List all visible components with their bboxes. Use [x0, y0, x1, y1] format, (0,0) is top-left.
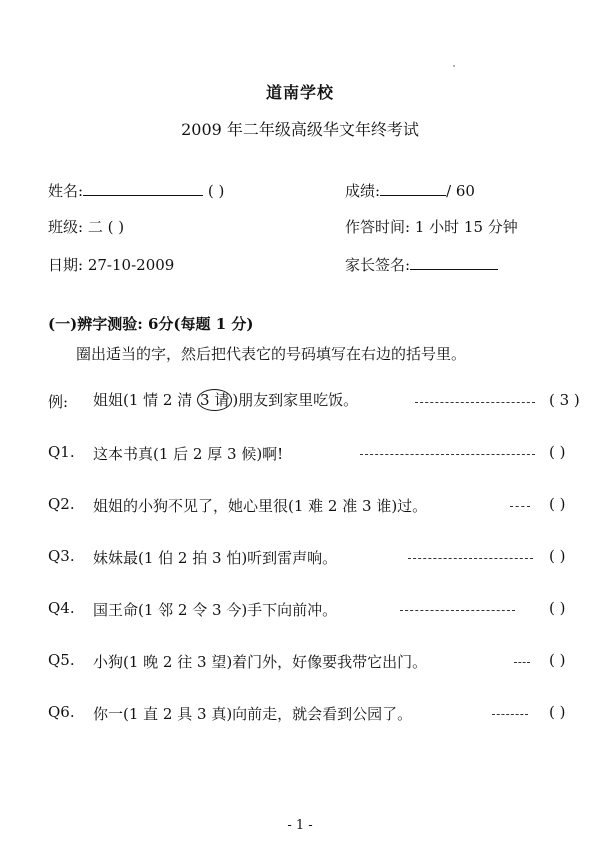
name-row [48, 180, 224, 201]
question-1-text: 这本书真(1 后 2 厚 3 候)啊! [93, 445, 284, 463]
question-2-text: 姐姐的小狗不见了，她心里很(1 难 2 准 3 谁)过。 [93, 497, 428, 515]
question-4-leader-dots [400, 610, 515, 611]
question-5-text: 小狗(1 晚 2 往 3 望)着门外，好像要我带它出门。 [93, 653, 428, 671]
section-instruction: 圈出适当的字，然后把代表它的号码填写在右边的括号里。 [76, 345, 467, 363]
page-number: - 1 - [287, 818, 313, 833]
score-blank[interactable] [380, 181, 446, 196]
parent-signature-blank[interactable] [410, 255, 498, 270]
score-label: 成绩: [345, 182, 381, 200]
school-name: 道南学校 [265, 83, 334, 102]
question-3-answer-box[interactable]: ( ) [549, 547, 566, 565]
question-6-answer-box[interactable]: ( ) [549, 703, 566, 721]
class-value: 二 ( ) [87, 218, 125, 236]
date-label: 日期: [48, 256, 84, 274]
question-5-leader-dots [514, 662, 530, 663]
question-1-label: Q1. [48, 443, 75, 461]
example-answer: ( 3 ) [549, 391, 580, 409]
question-1-answer-box[interactable]: ( ) [549, 443, 566, 461]
question-6-label: Q6. [48, 703, 75, 721]
example-label: 例: [48, 393, 69, 411]
question-3-text: 妹妹最(1 伯 2 拍 3 怕)听到雷声响。 [93, 549, 338, 567]
question-1-leader-dots [360, 454, 535, 455]
scan-speck [453, 65, 455, 67]
time-value: 1 小时 15 分钟 [414, 218, 518, 236]
question-2-label: Q2. [48, 495, 75, 513]
time-label: 作答时间: [345, 218, 411, 236]
name-paren: ( ) [207, 182, 225, 200]
example-circled-choice: 3 请 [197, 389, 232, 411]
score-total: / 60 [446, 182, 475, 200]
date-row [48, 254, 174, 275]
question-4-answer-box[interactable]: ( ) [549, 599, 566, 617]
example-text [93, 389, 358, 411]
question-4-text: 国王命(1 邻 2 令 3 今)手下向前冲。 [93, 601, 338, 619]
parent-row [345, 254, 498, 275]
question-5-answer-box[interactable]: ( ) [549, 651, 566, 669]
example-leader-dots [415, 402, 535, 403]
time-row [345, 216, 518, 237]
question-5-label: Q5. [48, 651, 75, 669]
class-label: 班级: [48, 218, 84, 236]
name-label: 姓名: [48, 182, 84, 200]
class-row [48, 216, 124, 237]
question-3-leader-dots [408, 558, 533, 559]
name-blank[interactable] [83, 181, 203, 196]
question-4-label: Q4. [48, 599, 75, 617]
section-heading: (一)辨字测验: 6分(每题 1 分) [48, 315, 254, 333]
question-6-text: 你一(1 直 2 具 3 真)向前走，就会看到公园了。 [93, 705, 413, 723]
example-text-before: 姐姐(1 情 2 清 [93, 391, 198, 409]
example-text-after: )朋友到家里吃饭。 [232, 391, 359, 409]
question-2-leader-dots [510, 506, 530, 507]
question-2-answer-box[interactable]: ( ) [549, 495, 566, 513]
exam-title: 2009 年二年级高级华文年终考试 [181, 120, 419, 139]
score-row [345, 180, 475, 201]
date-value: 27-10-2009 [87, 256, 175, 274]
parent-label: 家长签名: [345, 256, 411, 274]
question-6-leader-dots [492, 714, 528, 715]
question-3-label: Q3. [48, 547, 75, 565]
